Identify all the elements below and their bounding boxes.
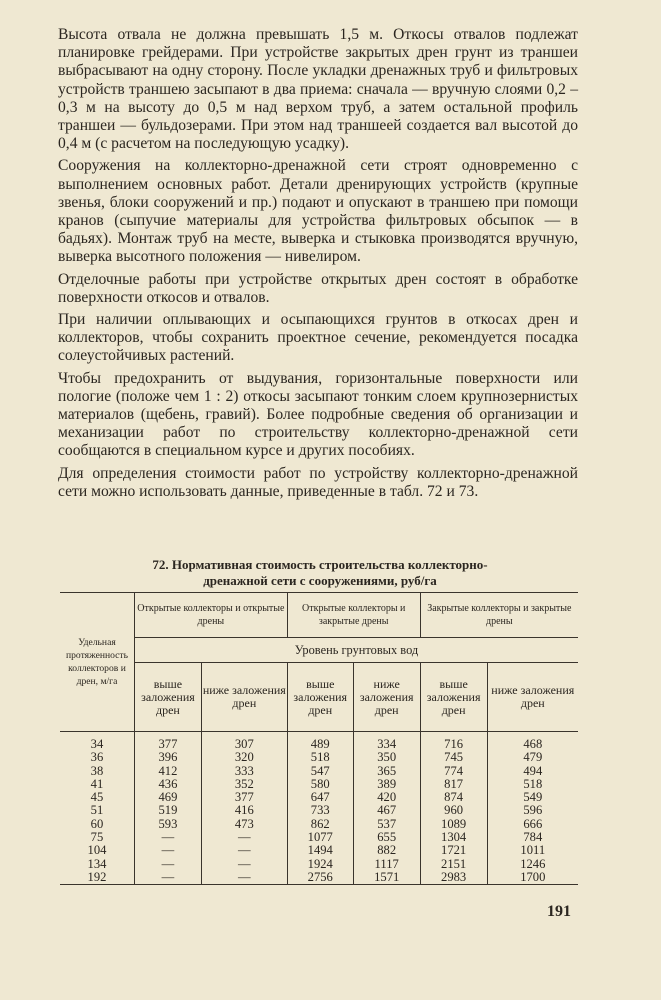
cost-cell: 1924 bbox=[287, 858, 353, 871]
sub-header-below: ниже заложения дрен bbox=[201, 663, 287, 732]
cost-cell: 416 bbox=[201, 804, 287, 817]
cost-cell: 537 bbox=[353, 818, 420, 831]
table-caption-line-2: дренажной сети с сооружениями, руб/га bbox=[203, 573, 437, 588]
cost-cell: 469 bbox=[134, 791, 201, 804]
cost-cell: 716 bbox=[420, 732, 487, 752]
group-header-open-closed: Открытые коллекторы и закрытые дрены bbox=[287, 593, 420, 638]
cost-cell: 1700 bbox=[487, 871, 578, 885]
stub-header: Удельная протяженность коллекторов и дрен, м/га bbox=[60, 593, 134, 732]
cost-cell: 307 bbox=[201, 732, 287, 752]
cost-cell: 518 bbox=[487, 778, 578, 791]
row-length-cell: 38 bbox=[90, 763, 104, 778]
cost-cell: 479 bbox=[487, 751, 578, 764]
cost-cell: 333 bbox=[201, 765, 287, 778]
group-header-open-open: Открытые коллекторы и открытые дрены bbox=[134, 593, 287, 638]
cost-cell: — bbox=[201, 871, 287, 885]
cost-cell: 1117 bbox=[353, 858, 420, 871]
cost-cell: 2756 bbox=[287, 871, 353, 885]
row-length-cell: 36 bbox=[90, 750, 104, 765]
paragraph-4: При наличии оплывающих и осыпающихся грунтов в откосах дрен и коллекторов, чтобы сохранить проектное сечение, рекомендуется посадка солеустойчивых растений. bbox=[58, 311, 578, 365]
cost-cell: 882 bbox=[353, 844, 420, 857]
cost-cell: 352 bbox=[201, 778, 287, 791]
page-number: 191 bbox=[547, 903, 571, 920]
sub-header-above: выше заложения дрен bbox=[420, 663, 487, 732]
table-caption bbox=[60, 557, 580, 589]
cost-cell: 489 bbox=[287, 732, 353, 752]
cost-cell: 784 bbox=[487, 831, 578, 844]
groundwater-level-header: Уровень грунтовых вод bbox=[134, 638, 578, 663]
row-length-cell: 104 bbox=[87, 843, 107, 858]
cost-cell: 518 bbox=[287, 751, 353, 764]
cost-cell: — bbox=[201, 858, 287, 871]
row-length-cell: 34 bbox=[90, 737, 104, 751]
cost-cell: 655 bbox=[353, 831, 420, 844]
cost-cell: 666 bbox=[487, 818, 578, 831]
cost-cell: 1246 bbox=[487, 858, 578, 871]
cost-cell: 1494 bbox=[287, 844, 353, 857]
cost-cell: 420 bbox=[353, 791, 420, 804]
table-body bbox=[60, 732, 578, 885]
cost-cell: 745 bbox=[420, 751, 487, 764]
table-row bbox=[60, 871, 578, 885]
table-row bbox=[60, 818, 578, 831]
row-length-cell: 75 bbox=[90, 830, 104, 845]
paragraph-6: Для определения стоимости работ по устройству коллекторно-дренажной сети можно использовать данные, приведенные в табл. 72 и 73. bbox=[58, 464, 578, 500]
cost-cell: 862 bbox=[287, 818, 353, 831]
paragraph-1: Высота отвала не должна превышать 1,5 м. Откосы отвалов подлежат планировке грейдерами. При устройстве закрытых дрен грунт из траншеи выбрасывают на одну сторону. После укладки дренажных труб и фильтровых устройств траншею засыпают в два приема: сначала — вручную слоями 0,2 – 0,3 м на высоту до 0,5 м над верхом труб, а затем остальной профиль траншеи — бульдозерами. При этом над траншеей создается вал высотой до 0,4 м (с расчетом на последующую усадку). bbox=[58, 26, 578, 153]
cost-cell: 547 bbox=[287, 765, 353, 778]
cost-cell: 1011 bbox=[487, 844, 578, 857]
cost-cell: 580 bbox=[287, 778, 353, 791]
cost-cell: 473 bbox=[201, 818, 287, 831]
row-length-cell: 134 bbox=[87, 856, 107, 871]
cost-cell: 874 bbox=[420, 791, 487, 804]
body-text bbox=[58, 26, 578, 505]
cost-cell: 396 bbox=[134, 751, 201, 764]
cost-cell: 817 bbox=[420, 778, 487, 791]
cost-table bbox=[60, 592, 578, 885]
table-caption-line-1: 72. Нормативная стоимость строительства коллекторно- bbox=[152, 557, 488, 572]
cost-cell: 334 bbox=[353, 732, 420, 752]
cost-cell: 494 bbox=[487, 765, 578, 778]
table-row bbox=[60, 732, 578, 752]
cost-cell: 389 bbox=[353, 778, 420, 791]
cost-cell: 412 bbox=[134, 765, 201, 778]
table-row bbox=[60, 791, 578, 804]
sub-header-above: выше заложения дрен bbox=[134, 663, 201, 732]
cost-cell: 467 bbox=[353, 804, 420, 817]
table-row bbox=[60, 831, 578, 844]
cost-cell: 774 bbox=[420, 765, 487, 778]
cost-cell: 519 bbox=[134, 804, 201, 817]
cost-cell: 377 bbox=[201, 791, 287, 804]
sub-header-below: ниже заложения дрен bbox=[487, 663, 578, 732]
paragraph-5: Чтобы предохранить от выдувания, горизонтальные поверхности или пологие (положе чем 1 : 2) откосы засыпают тонким слоем крупнозернистых материалов (щебень, гравий). Более подробные сведения об организации и механизации работ по строительству коллекторно-дренажной сети сообщаются в специальном курсе и других пособиях. bbox=[58, 369, 578, 460]
cost-cell: 436 bbox=[134, 778, 201, 791]
cost-cell: 733 bbox=[287, 804, 353, 817]
table-row bbox=[60, 751, 578, 764]
row-length-cell: 45 bbox=[90, 790, 104, 805]
row-length-cell: 192 bbox=[60, 871, 134, 885]
cost-cell: 596 bbox=[487, 804, 578, 817]
cost-cell: 1571 bbox=[353, 871, 420, 885]
cost-cell: 1077 bbox=[287, 831, 353, 844]
cost-cell: — bbox=[201, 831, 287, 844]
cost-cell: 1089 bbox=[420, 818, 487, 831]
cost-cell: 468 bbox=[487, 732, 578, 752]
cost-cell: 377 bbox=[134, 732, 201, 752]
cost-cell: — bbox=[201, 844, 287, 857]
cost-cell: — bbox=[134, 844, 201, 857]
cost-cell: — bbox=[134, 831, 201, 844]
cost-cell: — bbox=[134, 858, 201, 871]
table-row bbox=[60, 844, 578, 857]
cost-cell: 1721 bbox=[420, 844, 487, 857]
sub-header-below: ниже заложения дрен bbox=[353, 663, 420, 732]
cost-cell: 593 bbox=[134, 818, 201, 831]
table-row bbox=[60, 858, 578, 871]
cost-cell: 1304 bbox=[420, 831, 487, 844]
table-row bbox=[60, 778, 578, 791]
paragraph-3: Отделочные работы при устройстве открытых дрен состоят в обработке поверхности откосов и отвалов. bbox=[58, 270, 578, 306]
row-length-cell: 51 bbox=[90, 803, 104, 818]
group-header-closed-closed: Закрытые коллекторы и закрытые дрены bbox=[420, 593, 578, 638]
cost-cell: 2983 bbox=[420, 871, 487, 885]
cost-cell: — bbox=[134, 871, 201, 885]
paragraph-2: Сооружения на коллекторно-дренажной сети строят одновременно с выполнением основных работ. Детали дренирующих устройств (крупные звенья, блоки сооружений и пр.) подают и опускают в траншею при помощи кранов (сыпучие материалы для устройства фильтровых обсыпок — в бадьях). Монтаж труб на месте, выверка и стыковка производятся вручную, выверка высотного положения — нивелиром. bbox=[58, 157, 578, 266]
row-length-cell: 41 bbox=[90, 776, 104, 791]
cost-cell: 350 bbox=[353, 751, 420, 764]
table-row bbox=[60, 765, 578, 778]
cost-cell: 2151 bbox=[420, 858, 487, 871]
table-row bbox=[60, 804, 578, 817]
cost-cell: 365 bbox=[353, 765, 420, 778]
cost-cell: 549 bbox=[487, 791, 578, 804]
cost-cell: 960 bbox=[420, 804, 487, 817]
row-length-cell: 60 bbox=[90, 816, 104, 831]
cost-cell: 647 bbox=[287, 791, 353, 804]
cost-cell: 320 bbox=[201, 751, 287, 764]
sub-header-above: выше заложения дрен bbox=[287, 663, 353, 732]
